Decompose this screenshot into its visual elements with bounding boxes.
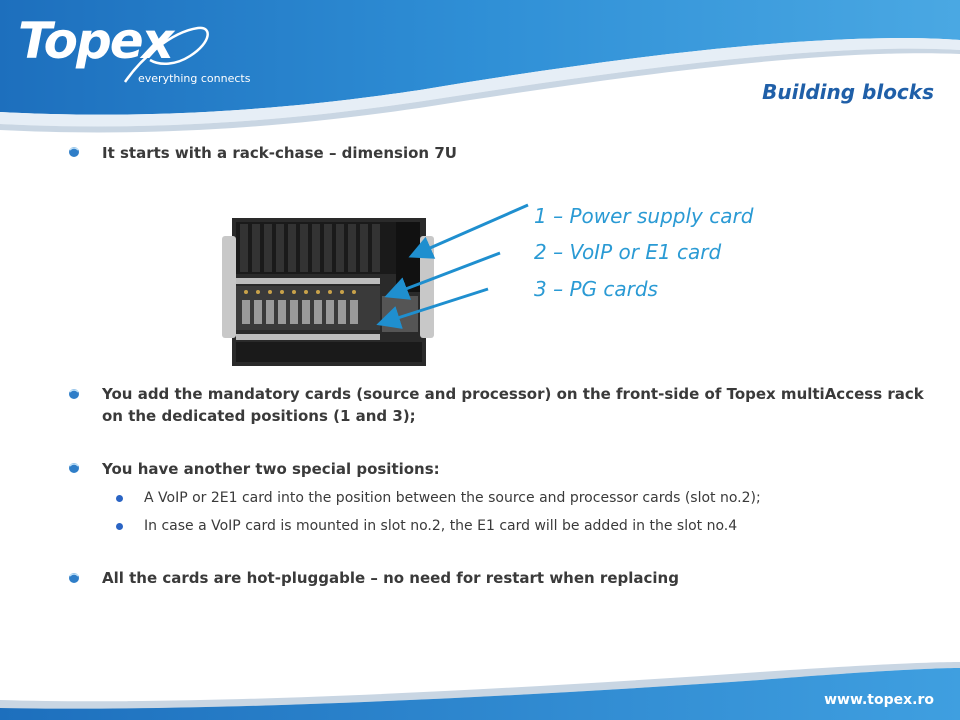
blue-sphere-icon [68,146,80,158]
blue-dot-icon [116,495,123,502]
bullet-text-4: All the cards are hot-pluggable – no need for restart when replacing [102,569,679,587]
blue-sphere-icon [68,388,80,400]
footer-website: www.topex.ro [824,692,934,708]
footer-wave-background [0,650,960,720]
callout-power-supply: 1 – Power supply card [534,204,754,228]
blue-dot-icon [116,523,123,530]
sub-bullet-text-1: A VoIP or 2E1 card into the position between the source and processor cards (slot no.2); [144,490,761,506]
slide-title: Building blocks [762,80,934,104]
bullet-text-1: It starts with a rack-chase – dimension 7U [102,144,457,162]
logo-tagline: everything connects [138,72,251,85]
topex-logo: Topex [18,12,172,70]
callout-voip-e1: 2 – VoIP or E1 card [534,240,722,264]
bullet-text-3: You have another two special positions: [102,460,440,478]
callout-pg-cards: 3 – PG cards [534,277,658,301]
sub-bullet-text-2: In case a VoIP card is mounted in slot no.2, the E1 card will be added in the slot no.4 [144,518,738,534]
bullet-text-2: You add the mandatory cards (source and processor) on the front-side of Topex multiAccess rack on the dedicated positions (1 and 3); [102,385,924,425]
blue-sphere-icon [68,572,80,584]
blue-sphere-icon [68,462,80,474]
callout-arrows [360,195,540,335]
